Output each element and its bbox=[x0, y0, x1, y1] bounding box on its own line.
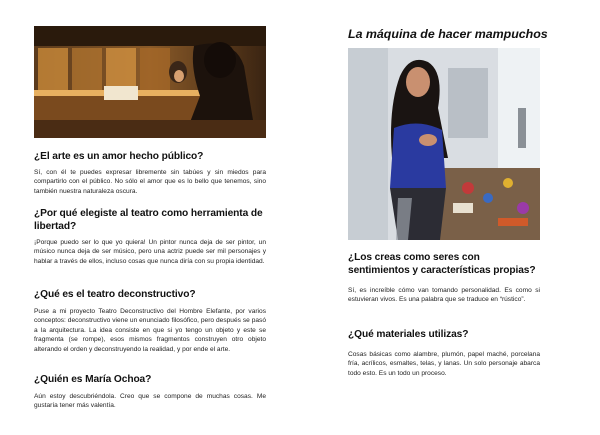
left-heading-2: ¿Por qué elegiste al teatro como herramienta de libertad? bbox=[34, 208, 263, 232]
left-body-4: Aún estoy descubriéndola. Creo que se compone de muchas cosas. Me gustaría tener más valentía. bbox=[34, 393, 266, 410]
left-heading-1: ¿El arte es un amor hecho público? bbox=[34, 151, 204, 162]
right-heading-1: ¿Los creas como seres con sentimientos y características propias? bbox=[348, 252, 536, 276]
right-body-1: Sí, es increíble cómo van tomando personalidad. Es como si estuvieran vivos. Es una palabra que se traduce en “rústico”. bbox=[348, 287, 540, 304]
right-body-2: Cosas básicas como alambre, plumón, papel maché, porcelana fría, acrílicos, esmaltes, telas, y lanas. Un solo personaje abarca todo esto. Es un todo un proceso. bbox=[348, 351, 540, 377]
theater-photo bbox=[34, 26, 266, 138]
left-heading-3: ¿Qué es el teatro deconstructivo? bbox=[34, 289, 196, 300]
artist-photo bbox=[348, 48, 540, 240]
left-heading-4: ¿Quién es María Ochoa? bbox=[34, 374, 152, 385]
left-body-1: Sí, con él te puedes expresar libremente sin tabúes y sin miedos para compartirlo con el público. No sólo el amor que es lo bello que tenemos, sino también nuestra naturaleza oscura. bbox=[34, 169, 266, 195]
right-heading-2: ¿Qué materiales utilizas? bbox=[348, 329, 469, 340]
left-body-3: Puse a mi proyecto Teatro Deconstructivo del Hombre Elefante, por varios conceptos: deconstructivo viene un enunciado filosófico, pero después se pasó a la arquitectura. La idea consiste en que si yo tengo un objeto y este se fragmenta (se rompe), esos mismos fragmentos construyen otro objeto alterando el orden y deconstruyendo la realidad, y por ende el arte. bbox=[34, 308, 266, 353]
page-title: La máquina de hacer mampuchos bbox=[348, 27, 548, 41]
left-body-2: ¡Porque puedo ser lo que yo quiera! Un pintor nunca deja de ser pintor, un músico nunca deja de ser músico, pero una actriz puede ser mil personajes y hablar a través de ellos, incluso cosas que nunca diría con su propia identidad. bbox=[34, 239, 266, 265]
